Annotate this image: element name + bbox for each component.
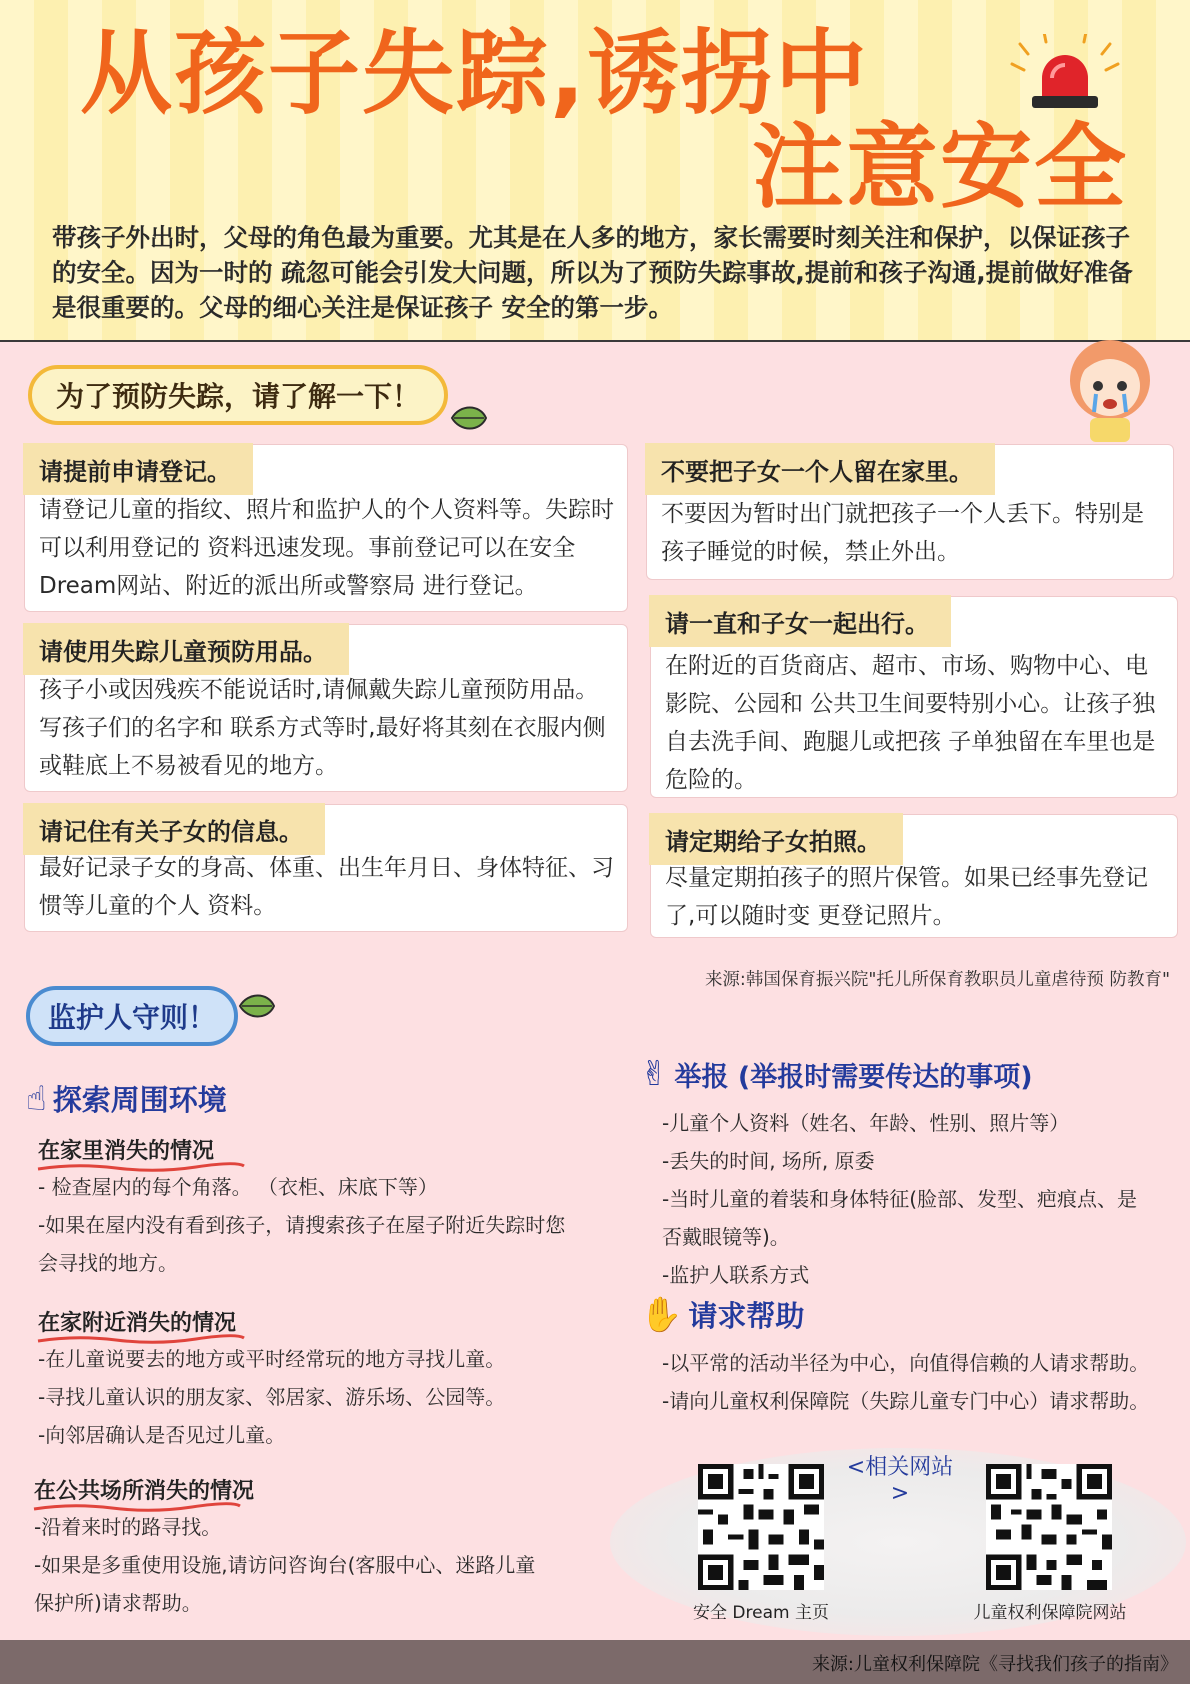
card-title: 请记住有关子女的信息。 <box>23 803 325 855</box>
footer-bar <box>0 1640 1190 1684</box>
qr-label-safe-dream: 安全 Dream 主页 <box>693 1603 829 1623</box>
list-item: -如果是多重使用设施,请访问咨询台(客服中心、迷路儿童 <box>34 1553 536 1577</box>
card-title: 不要把子女一个人留在家里。 <box>645 443 995 495</box>
footer-source: 来源:儿童权利保障院《寻找我们孩子的指南》 <box>811 1654 1178 1675</box>
card-title: 请定期给子女拍照。 <box>649 813 903 865</box>
pointing-hand-icon: ☝ <box>26 1078 47 1119</box>
card-body: 在附近的百货商店、超市、市场、购物中心、电影院、公园和 公共卫生间要特别小心。让孩子独自去洗手间、跑腿儿或把孩 子单独留在车里也是危险的。 <box>665 653 1156 793</box>
list-item: -向邻居确认是否见过儿童。 <box>38 1423 286 1447</box>
intro-paragraph: 带孩子外出时，父母的角色最为重要。尤其是在人多的地方，家长需要时刻关注和保护，以保证孩子的安全。因为一时的 疏忽可能会引发大问题，所以为了预防失踪事故,提前和孩子沟通,提前做好准备是很重要的。父母的细心关注是保证孩子 安全的第一步。 <box>52 223 1133 322</box>
list-item: -请向儿童权利保障院（失踪儿童专门中心）请求帮助。 <box>662 1389 1150 1413</box>
explore-heading <box>26 1078 227 1119</box>
list-item: 会寻找的地方。 <box>38 1251 178 1275</box>
raised-hand-icon: ✋ <box>640 1294 683 1335</box>
list-item: -儿童个人资料（姓名、年龄、性别、照片等） <box>662 1111 1070 1135</box>
explore-title: 探索周围环境 <box>52 1083 227 1117</box>
card-body: 孩子小或因残疾不能说话时,请佩戴失踪儿童预防用品。写孩子们的名字和 联系方式等时,最好将其刻在衣服内侧或鞋底上不易被看见的地方。 <box>39 677 606 779</box>
card-go-together <box>650 596 1178 798</box>
card-not-alone-home <box>646 444 1174 580</box>
report-heading <box>640 1054 1033 1094</box>
title-line-1: 从孩子失踪,诱拐中 <box>80 20 869 127</box>
list-item: -寻找儿童认识的朋友家、邻居家、游乐场、公园等。 <box>38 1385 506 1409</box>
report-title: 举报 (举报时需要传达的事项) <box>674 1061 1033 1093</box>
victory-hand-icon: ✌ <box>640 1054 669 1094</box>
nearby-list <box>38 1340 618 1454</box>
home-list <box>38 1168 618 1282</box>
siren-icon <box>1010 34 1120 114</box>
card-title: 请使用失踪儿童预防用品。 <box>23 623 349 675</box>
public-list <box>34 1508 614 1622</box>
help-heading <box>640 1294 804 1335</box>
card-body: 尽量定期拍孩子的照片保管。如果已经事先登记了,可以随时变 更登记照片。 <box>665 865 1148 929</box>
list-item: -在儿童说要去的地方或平时经常玩的地方寻找儿童。 <box>38 1347 506 1371</box>
card-title: 请一直和子女一起出行。 <box>649 595 951 647</box>
public-subtitle: 在公共场所消失的情况 <box>34 1479 255 1504</box>
list-item: - 检查屋内的每个角落。 （衣柜、床底下等） <box>38 1175 438 1199</box>
list-item: -以平常的活动半径为中心，向值得信赖的人请求帮助。 <box>662 1351 1150 1375</box>
qr-label-child-rights: 儿童权利保障院网站 <box>973 1603 1127 1623</box>
qr-code-safe-dream[interactable] <box>698 1464 824 1590</box>
card-body: 不要因为暂时出门就把孩子一个人丢下。特别是孩子睡觉的时候，禁止外出。 <box>661 501 1144 565</box>
list-item: 否戴眼镜等)。 <box>662 1225 790 1249</box>
list-item: 保护所)请求帮助。 <box>34 1591 202 1615</box>
title-line-2: 注意安全 <box>752 114 1129 221</box>
qr-code-child-rights[interactable] <box>986 1464 1112 1590</box>
card-title: 请提前申请登记。 <box>23 443 253 495</box>
guardian-heading: 监护人守则！ <box>26 986 238 1046</box>
leaf-icon <box>238 994 276 1020</box>
leaf-icon <box>450 406 488 432</box>
list-item: -监护人联系方式 <box>662 1263 810 1287</box>
nearby-subtitle: 在家附近消失的情况 <box>38 1311 237 1336</box>
home-subtitle: 在家里消失的情况 <box>38 1139 215 1164</box>
card-take-photos <box>650 814 1178 938</box>
card-remember-info <box>24 804 628 932</box>
list-item: -当时儿童的着装和身体特征(脸部、发型、疤痕点、是 <box>662 1187 1138 1211</box>
list-item: -丢失的时间, 场所, 原委 <box>662 1149 875 1173</box>
card-body: 最好记录子女的身高、体重、出生年月日、身体特征、习惯等儿童的个人 资料。 <box>39 855 614 919</box>
card-body: 请登记儿童的指纹、照片和监护人的个人资料等。失踪时可以利用登记的 资料迅速发现。事前登记可以在安全Dream网站、附近的派出所或警察局 进行登记。 <box>39 497 614 599</box>
prevention-heading: 为了预防失踪，请了解一下！ <box>28 365 448 425</box>
help-title: 请求帮助 <box>688 1299 805 1333</box>
card-prevention-items <box>24 624 628 792</box>
related-sites-title: <相关网站> <box>846 1455 954 1506</box>
crying-child-icon <box>1058 334 1162 444</box>
card-register <box>24 444 628 612</box>
report-list <box>662 1104 1182 1294</box>
list-item: -沿着来时的路寻找。 <box>34 1515 222 1539</box>
help-list <box>662 1344 1186 1420</box>
list-item: -如果在屋内没有看到孩子，请搜索孩子在屋子附近失踪时您 <box>38 1213 566 1237</box>
prevention-source: 来源:韩国保育振兴院"托儿所保育教职员儿童虐待预 防教育" <box>704 970 1170 990</box>
